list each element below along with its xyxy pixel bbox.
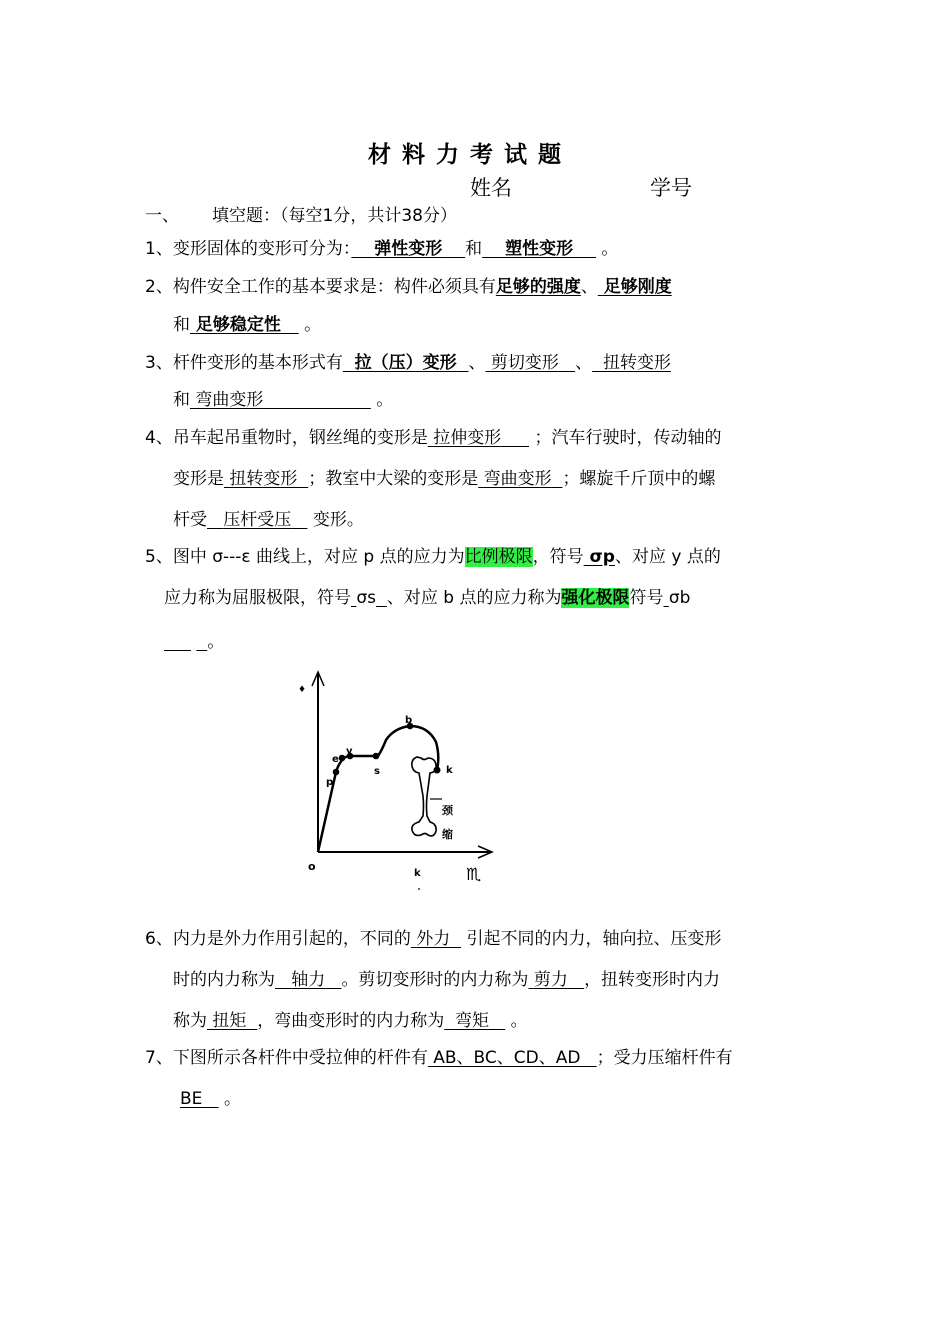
q6-text-2: 引起不同的内力，轴向拉、压变形 (466, 929, 722, 949)
question-2 (145, 275, 672, 299)
label-p: p (326, 777, 334, 788)
question-7 (145, 1046, 733, 1070)
label-b: b (405, 715, 413, 726)
q4-text-6: 杆受 (173, 510, 207, 530)
id-label: 学号 (650, 176, 692, 200)
question-4-line-3 (173, 508, 364, 532)
q6-text-3: 时的内力称为 (173, 970, 275, 990)
q5-blank-5-tail (164, 632, 191, 652)
q1-end: 。 (601, 239, 619, 259)
necked-specimen-icon (412, 757, 436, 836)
q5-answer-5: σb (668, 588, 691, 608)
q4-answer-1: 拉伸变形 (433, 428, 502, 448)
q3-number: 3、 (145, 353, 173, 373)
q3-answer-2: 剪切变形 (490, 353, 559, 373)
name-label: 姓名 (470, 176, 512, 200)
q5-answer-3: σs (356, 588, 377, 608)
section-number: 一、 (145, 206, 179, 226)
q4-text-2: ；汽车行驶时，传动轴的 (534, 428, 722, 448)
q1-text: 变形固体的变形可分为： (172, 239, 352, 259)
question-6 (145, 927, 721, 951)
q7-text-2: ；受力压缩杆件有 (596, 1048, 733, 1068)
q3-text: 杆件变形的基本形式有 (172, 353, 343, 373)
stress-strain-figure (290, 664, 500, 896)
stress-strain-curve (318, 726, 438, 852)
q7-text-1: 下图所示各杆件中受拉伸的杆件有 (172, 1048, 428, 1068)
q7-end: 。 (224, 1089, 242, 1109)
section-heading: 填空题：（每空1分，共计38分） (212, 206, 457, 226)
question-5 (145, 545, 721, 569)
q3-answer-3: 扭转变形 (602, 353, 671, 373)
page-title: 材料力考试题 (368, 142, 572, 168)
q5-text-1: 图中 σ---ε 曲线上，对应 p 点的应力为 (172, 547, 465, 567)
question-4-line-2 (173, 467, 715, 491)
q7-answer-2: BE (180, 1089, 203, 1109)
q3-end: 。 (376, 390, 394, 410)
point-p (333, 769, 340, 776)
q1-number: 1、 (145, 239, 173, 259)
q6-text-1: 内力是外力作用引起的，不同的 (172, 929, 411, 949)
label-k: k (446, 765, 453, 776)
y-axis-symbol: ♦ (298, 685, 307, 695)
q6-text-6: 称为 (173, 1011, 207, 1031)
q5-answer-2: σp (589, 547, 615, 567)
q6-answer-2: 轴力 (291, 970, 326, 990)
q2-connector: 和 (173, 315, 190, 335)
q6-answer-4: 扭矩 (212, 1011, 247, 1031)
q6-answer-5: 弯矩 (455, 1011, 490, 1031)
q6-text-7: ，弯曲变形时的内力称为 (257, 1011, 445, 1031)
q2-number: 2、 (145, 277, 173, 297)
q6-text-4: 。剪切变形时的内力称为 (341, 970, 529, 990)
q5-text-5: 、对应 b 点的应力称为 (386, 588, 562, 608)
point-e (339, 755, 346, 762)
q3-separator-1: 、 (468, 353, 486, 373)
q7-number: 7、 (145, 1048, 173, 1068)
q5-text-2: ，符号 (532, 547, 584, 567)
q6-number: 6、 (145, 929, 173, 949)
q5-answer-4: 强化极限 (561, 588, 630, 608)
question-5-line-3 (164, 630, 224, 654)
q6-answer-3: 剪力 (533, 970, 568, 990)
q4-answer-2: 扭转变形 (229, 469, 298, 489)
x-axis-symbol: ♏ (466, 865, 482, 885)
q4-answer-4: 压杆受压 (223, 510, 292, 530)
question-7-line-2 (180, 1087, 241, 1111)
question-4 (145, 426, 721, 450)
label-s: s (374, 766, 380, 777)
q5-end: 。 (207, 632, 225, 652)
q5-blank-3-post (376, 588, 387, 608)
q2-text: 构件安全工作的基本要求是：构件必须具有 (172, 277, 496, 297)
q4-answer-3: 弯曲变形 (483, 469, 552, 489)
label-y: y (346, 746, 353, 757)
q4-text-4: ；教室中大梁的变形是 (308, 469, 479, 489)
question-3 (145, 351, 671, 375)
q2-separator: 、 (580, 277, 598, 297)
question-5-line-2 (164, 586, 690, 610)
question-1 (145, 237, 618, 261)
q5-answer-1: 比例极限 (464, 547, 533, 567)
label-e: e (332, 754, 339, 765)
q5-number: 5、 (145, 547, 173, 567)
k-axis-dot (418, 888, 420, 890)
q3-answer-1: 拉（压）变形 (354, 353, 457, 373)
q6-answer-1: 外力 (416, 929, 451, 949)
label-neck-2: 缩 (442, 828, 453, 841)
question-2-cont (173, 313, 321, 337)
q5-blank-5-tail-2 (196, 632, 207, 652)
q4-text-1: 吊车起吊重物时，钢丝绳的变形是 (172, 428, 428, 448)
label-o: o (308, 860, 316, 873)
q5-text-4: 应力称为屈服极限，符号 (164, 588, 351, 608)
label-k-axis: k (414, 868, 421, 879)
q6-end: 。 (510, 1011, 528, 1031)
question-6-line-2 (173, 968, 720, 992)
q3-connector: 和 (173, 390, 190, 410)
question-3-cont (173, 388, 393, 412)
q4-text-5: ；螺旋千斤顶中的螺 (562, 469, 716, 489)
q2-answer-1: 足够的强度 (495, 277, 581, 297)
q1-connector: 和 (465, 239, 483, 259)
q2-end: 。 (304, 315, 322, 335)
q2-answer-2: 足够刚度 (603, 277, 672, 297)
q7-answer-1: AB、BC、CD、AD (433, 1048, 581, 1068)
q1-answer-1: 弹性变形 (374, 239, 443, 259)
q1-answer-2: 塑性变形 (505, 239, 574, 259)
label-neck-1: 颈 (442, 804, 453, 817)
q5-text-6: 符号 (629, 588, 664, 608)
q3-answer-4: 弯曲变形 (195, 390, 264, 410)
q6-text-5: ，扭转变形时内力 (584, 970, 721, 990)
q4-text-3: 变形是 (173, 469, 224, 489)
q5-text-3: 、对应 y 点的 (614, 547, 721, 567)
q2-answer-3: 足够稳定性 (195, 315, 281, 335)
q4-text-7: 变形。 (312, 510, 364, 530)
question-6-line-3 (173, 1009, 528, 1033)
q3-separator-2: 、 (575, 353, 593, 373)
q4-number: 4、 (145, 428, 173, 448)
point-s (373, 753, 380, 760)
